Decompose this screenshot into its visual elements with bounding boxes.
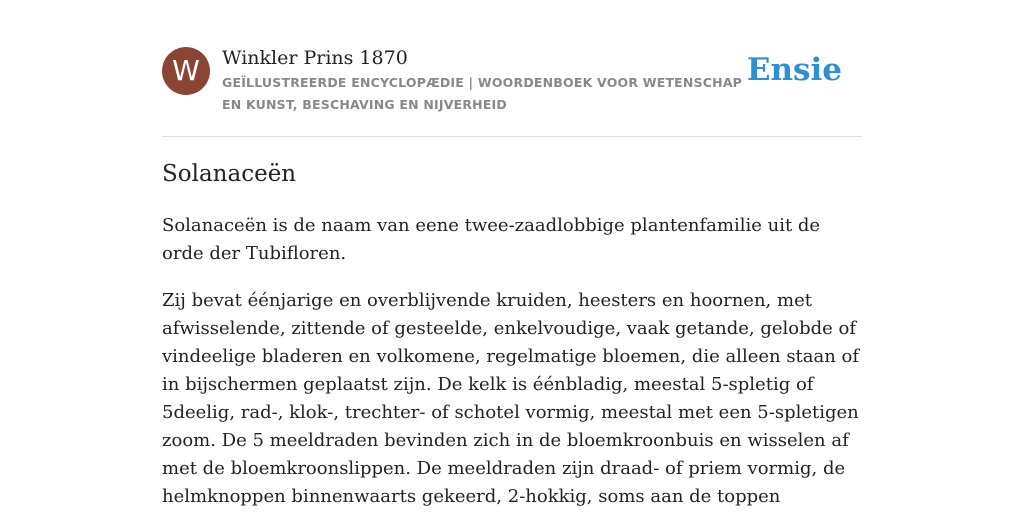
article-paragraph-1: Solanaceën is de naam van eene twee-zaadlobbige plantenfamilie uit de orde der Tubifloren. [162, 215, 821, 264]
article-body [162, 212, 862, 512]
source-header [162, 44, 862, 137]
source-subtitle: GEÏLLUSTREERDE ENCYCLOPÆDIE | WOORDENBOEK VOOR WETENSCHAP EN KUNST, BESCHAVING EN NIJVERHEID [222, 75, 743, 112]
article-paragraph-2: Zij bevat éénjarige en overblijvende kruiden, heesters en hoornen, met afwisselende, zittende of gesteelde, enkelvoudige, vaak getande, gelobde of vindeelige bladeren en volkomene, regelmatige bloemen, die alleen staan of in bijschermen geplaatst zijn. De kelk is éénbladig, meestal 5-spletig of 5deelig, rad-, klok-, trechter- of schotel vormig, meestal met een 5-spletigen zoom. De 5 meeldraden bevinden zich in de bloemkroonbuis en wisselen af met de bloemkroonslippen. De meeldraden zijn draad- of priem vormig, de helmknoppen binnenwaarts gekeerd, 2-hokkig, soms aan de toppen [162, 290, 860, 507]
source-avatar[interactable]: W [162, 47, 210, 95]
article-title: Solanaceën [162, 161, 297, 187]
source-title-link[interactable]: Winkler Prins 1870 [222, 47, 408, 69]
ensie-logo[interactable]: Ensie [746, 52, 842, 88]
